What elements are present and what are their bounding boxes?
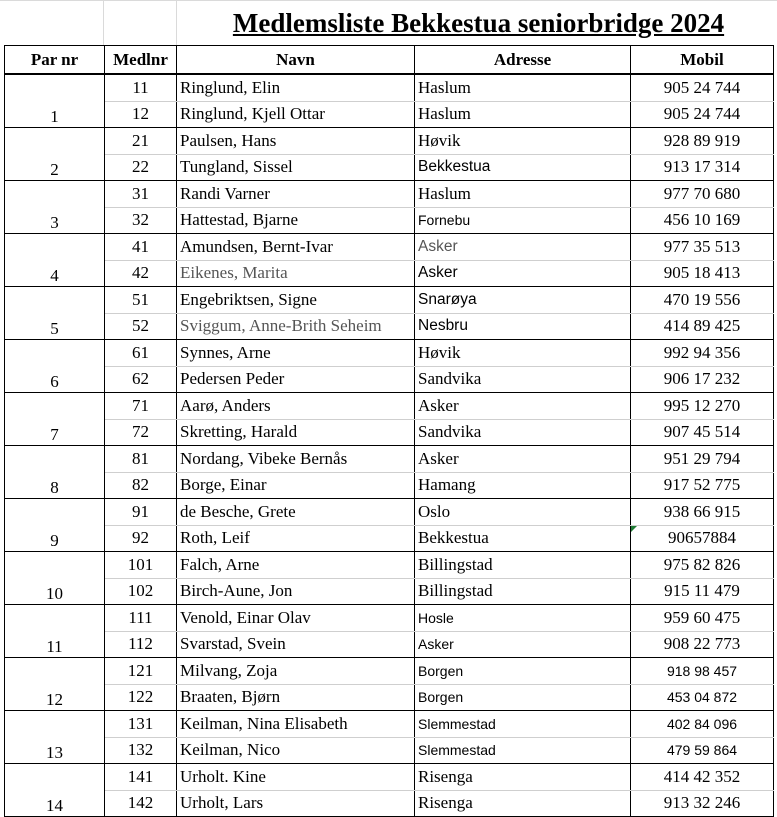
cell-medlnr[interactable]: 22	[105, 154, 177, 181]
cell-navn[interactable]: Roth, Leif	[177, 525, 415, 552]
cell-navn[interactable]: Venold, Einar Olav	[177, 605, 415, 632]
cell-medlnr[interactable]: 41	[105, 234, 177, 261]
cell-mobil[interactable]: 977 70 680	[631, 181, 774, 208]
cell-adresse[interactable]: Asker	[415, 393, 631, 420]
cell-navn[interactable]: Pedersen Peder	[177, 366, 415, 393]
cell-par-nr[interactable]: 10	[5, 552, 105, 605]
cell-medlnr[interactable]: 121	[105, 658, 177, 685]
cell-adresse[interactable]: Borgen	[415, 684, 631, 711]
header-par-nr[interactable]: Par nr	[5, 46, 105, 75]
cell-par-nr[interactable]: 1	[5, 74, 105, 128]
table-row	[5, 101, 774, 128]
cell-navn[interactable]: Skretting, Harald	[177, 419, 415, 446]
cell-par-nr[interactable]: 5	[5, 287, 105, 340]
table-row	[5, 499, 774, 526]
cell-navn[interactable]: de Besche, Grete	[177, 499, 415, 526]
cell-navn[interactable]: Nordang, Vibeke Bernås	[177, 446, 415, 473]
cell-adresse[interactable]: Borgen	[415, 658, 631, 685]
table-row	[5, 446, 774, 473]
cell-mobil[interactable]: 907 45 514	[631, 419, 774, 446]
cell-mobil[interactable]: 453 04 872	[631, 684, 774, 711]
cell-par-nr[interactable]: 9	[5, 499, 105, 552]
cell-mobil[interactable]: 479 59 864	[631, 737, 774, 764]
cell-adresse[interactable]: Fornebu	[415, 207, 631, 234]
table-row	[5, 234, 774, 261]
table-row	[5, 313, 774, 340]
cell-adresse[interactable]: Risenga	[415, 790, 631, 817]
cell-medlnr[interactable]: 31	[105, 181, 177, 208]
cell-adresse[interactable]: Høvik	[415, 128, 631, 155]
table-row	[5, 207, 774, 234]
cell-mobil[interactable]: 414 42 352	[631, 764, 774, 791]
cell-navn[interactable]: Engebriktsen, Signe	[177, 287, 415, 314]
cell-navn[interactable]: Tungland, Sissel	[177, 154, 415, 181]
cell-mobil[interactable]: 905 24 744	[631, 74, 774, 101]
cell-mobil[interactable]: 975 82 826	[631, 552, 774, 579]
cell-adresse[interactable]: Asker	[415, 234, 631, 261]
cell-navn[interactable]: Birch-Aune, Jon	[177, 578, 415, 605]
table-row	[5, 366, 774, 393]
table-row	[5, 764, 774, 791]
cell-adresse[interactable]: Sandvika	[415, 419, 631, 446]
cell-adresse[interactable]: Høvik	[415, 340, 631, 367]
cell-adresse[interactable]: Asker	[415, 446, 631, 473]
cell-navn[interactable]: Keilman, Nina Elisabeth	[177, 711, 415, 738]
table-row	[5, 790, 774, 817]
cell-mobil[interactable]: 928 89 919	[631, 128, 774, 155]
cell-adresse[interactable]: Snarøya	[415, 287, 631, 314]
cell-adresse[interactable]: Asker	[415, 260, 631, 287]
cell-navn[interactable]: Urholt, Lars	[177, 790, 415, 817]
cell-par-nr[interactable]: 11	[5, 605, 105, 658]
cell-mobil[interactable]: 402 84 096	[631, 711, 774, 738]
cell-navn[interactable]: Sviggum, Anne-Brith Seheim	[177, 313, 415, 340]
cell-mobil[interactable]: 906 17 232	[631, 366, 774, 393]
cell-medlnr[interactable]: 131	[105, 711, 177, 738]
cell-navn[interactable]: Braaten, Bjørn	[177, 684, 415, 711]
cell-mobil[interactable]: 918 98 457	[631, 658, 774, 685]
cell-navn[interactable]: Randi Varner	[177, 181, 415, 208]
cell-medlnr[interactable]: 142	[105, 790, 177, 817]
cell-navn[interactable]: Ringlund, Elin	[177, 74, 415, 101]
cell-adresse[interactable]: Billingstad	[415, 578, 631, 605]
cell-mobil[interactable]: 470 19 556	[631, 287, 774, 314]
cell-navn[interactable]: Svarstad, Svein	[177, 631, 415, 658]
sheet-title-text: Medlemsliste Bekkestua seniorbridge 2024	[232, 8, 725, 38]
cell-medlnr[interactable]: 132	[105, 737, 177, 764]
cell-mobil[interactable]: 951 29 794	[631, 446, 774, 473]
table-row	[5, 74, 774, 101]
cell-medlnr[interactable]: 91	[105, 499, 177, 526]
cell-adresse[interactable]: Hamang	[415, 472, 631, 499]
cell-mobil[interactable]: 456 10 169	[631, 207, 774, 234]
table-row	[5, 340, 774, 367]
cell-medlnr[interactable]: 32	[105, 207, 177, 234]
cell-par-nr[interactable]: 14	[5, 764, 105, 817]
gridline	[0, 0, 777, 1]
header-medlnr[interactable]: Medlnr	[105, 46, 177, 75]
cell-medlnr[interactable]: 81	[105, 446, 177, 473]
cell-adresse[interactable]: Oslo	[415, 499, 631, 526]
table-row	[5, 287, 774, 314]
cell-mobil[interactable]: 905 24 744	[631, 101, 774, 128]
cell-medlnr[interactable]: 62	[105, 366, 177, 393]
table-row	[5, 578, 774, 605]
cell-mobil[interactable]: 913 32 246	[631, 790, 774, 817]
cell-adresse[interactable]: Haslum	[415, 101, 631, 128]
cell-navn[interactable]: Synnes, Arne	[177, 340, 415, 367]
cell-medlnr[interactable]: 52	[105, 313, 177, 340]
cell-adresse[interactable]: Asker	[415, 631, 631, 658]
cell-medlnr[interactable]: 82	[105, 472, 177, 499]
header-row	[5, 46, 774, 75]
table-row	[5, 419, 774, 446]
sheet-title	[0, 8, 777, 39]
cell-navn[interactable]: Milvang, Zoja	[177, 658, 415, 685]
cell-navn[interactable]: Urholt. Kine	[177, 764, 415, 791]
table-row	[5, 658, 774, 685]
cell-adresse[interactable]: Slemmestad	[415, 737, 631, 764]
cell-par-nr[interactable]: 4	[5, 234, 105, 287]
cell-medlnr[interactable]: 112	[105, 631, 177, 658]
cell-medlnr[interactable]: 12	[105, 101, 177, 128]
cell-medlnr[interactable]: 92	[105, 525, 177, 552]
cell-par-nr[interactable]: 3	[5, 181, 105, 234]
cell-mobil[interactable]: 905 18 413	[631, 260, 774, 287]
cell-mobil[interactable]: 959 60 475	[631, 605, 774, 632]
cell-medlnr[interactable]: 101	[105, 552, 177, 579]
cell-par-nr[interactable]: 2	[5, 128, 105, 181]
cell-mobil[interactable]: 414 89 425	[631, 313, 774, 340]
cell-par-nr[interactable]: 13	[5, 711, 105, 764]
table-row	[5, 631, 774, 658]
cell-adresse[interactable]: Slemmestad	[415, 711, 631, 738]
cell-navn[interactable]: Keilman, Nico	[177, 737, 415, 764]
cell-medlnr[interactable]: 71	[105, 393, 177, 420]
table-row	[5, 472, 774, 499]
cell-par-nr[interactable]: 12	[5, 658, 105, 711]
table-row	[5, 552, 774, 579]
cell-medlnr[interactable]: 72	[105, 419, 177, 446]
cell-medlnr[interactable]: 11	[105, 74, 177, 101]
cell-navn[interactable]: Ringlund, Kjell Ottar	[177, 101, 415, 128]
cell-navn[interactable]: Eikenes, Marita	[177, 260, 415, 287]
table-row	[5, 605, 774, 632]
header-mobil[interactable]: Mobil	[631, 46, 774, 75]
table-row	[5, 154, 774, 181]
cell-adresse[interactable]: Bekkestua	[415, 525, 631, 552]
cell-mobil-value: 90657884	[668, 528, 736, 548]
header-navn[interactable]: Navn	[177, 46, 415, 75]
cell-par-nr[interactable]: 6	[5, 340, 105, 393]
cell-mobil-with-comment[interactable]	[631, 525, 774, 552]
cell-adresse[interactable]: Sandvika	[415, 366, 631, 393]
cell-mobil[interactable]: 995 12 270	[631, 393, 774, 420]
header-adresse[interactable]: Adresse	[415, 46, 631, 75]
cell-mobil[interactable]: 913 17 314	[631, 154, 774, 181]
cell-navn[interactable]: Borge, Einar	[177, 472, 415, 499]
table-row	[5, 260, 774, 287]
cell-adresse[interactable]: Bekkestua	[415, 154, 631, 181]
table-row	[5, 684, 774, 711]
table-row	[5, 711, 774, 738]
cell-navn[interactable]: Paulsen, Hans	[177, 128, 415, 155]
cell-medlnr[interactable]: 51	[105, 287, 177, 314]
cell-par-nr[interactable]: 7	[5, 393, 105, 446]
table-row	[5, 525, 774, 552]
cell-medlnr[interactable]: 111	[105, 605, 177, 632]
cell-mobil[interactable]: 917 52 775	[631, 472, 774, 499]
cell-medlnr[interactable]: 141	[105, 764, 177, 791]
cell-adresse[interactable]: Billingstad	[415, 552, 631, 579]
cell-mobil[interactable]: 938 66 915	[631, 499, 774, 526]
table-row	[5, 128, 774, 155]
cell-par-nr[interactable]: 8	[5, 446, 105, 499]
cell-navn[interactable]: Falch, Arne	[177, 552, 415, 579]
cell-adresse[interactable]: Hosle	[415, 605, 631, 632]
cell-medlnr[interactable]: 102	[105, 578, 177, 605]
cell-mobil[interactable]: 977 35 513	[631, 234, 774, 261]
table-row	[5, 393, 774, 420]
cell-mobil[interactable]: 915 11 479	[631, 578, 774, 605]
cell-navn[interactable]: Aarø, Anders	[177, 393, 415, 420]
table-row	[5, 181, 774, 208]
cell-mobil[interactable]: 908 22 773	[631, 631, 774, 658]
cell-medlnr[interactable]: 122	[105, 684, 177, 711]
cell-navn[interactable]: Hattestad, Bjarne	[177, 207, 415, 234]
cell-medlnr[interactable]: 61	[105, 340, 177, 367]
member-table	[4, 45, 774, 817]
cell-adresse[interactable]: Risenga	[415, 764, 631, 791]
cell-medlnr[interactable]: 42	[105, 260, 177, 287]
cell-navn[interactable]: Amundsen, Bernt-Ivar	[177, 234, 415, 261]
cell-adresse[interactable]: Nesbru	[415, 313, 631, 340]
cell-mobil[interactable]: 992 94 356	[631, 340, 774, 367]
cell-adresse[interactable]: Haslum	[415, 74, 631, 101]
cell-medlnr[interactable]: 21	[105, 128, 177, 155]
cell-adresse[interactable]: Haslum	[415, 181, 631, 208]
comment-indicator-icon[interactable]	[631, 526, 637, 532]
table-row	[5, 737, 774, 764]
